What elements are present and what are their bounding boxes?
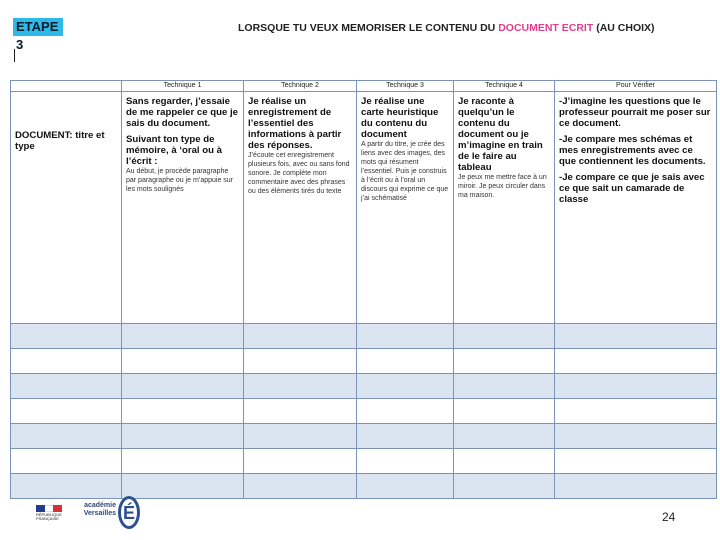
table-cell[interactable] (244, 399, 357, 424)
table-cell[interactable] (122, 424, 244, 449)
table-cell[interactable] (357, 374, 454, 399)
academy-line-1: académie (84, 502, 116, 509)
flag-icon (36, 505, 62, 512)
step-badge: ETAPE 3 (13, 18, 63, 36)
republique-francaise-logo (36, 505, 62, 524)
technique-4-small: Je peux me mettre face à un miroir. Je peux circuler dans ma maison. (458, 174, 547, 199)
page-number: 24 (662, 510, 676, 524)
header-verifier: Pour Vérifier (555, 81, 717, 92)
header-cell-empty (11, 81, 122, 92)
table-cell[interactable] (244, 374, 357, 399)
academy-line-2: Versailles (83, 510, 116, 517)
table-cell[interactable] (357, 474, 454, 499)
table-cell[interactable] (11, 399, 122, 424)
table-row (11, 424, 717, 449)
rf-text: RÉPUBLIQUE FRANÇAISE (36, 512, 62, 521)
academy-text (72, 502, 116, 518)
table-cell[interactable] (357, 449, 454, 474)
table-cell[interactable] (357, 349, 454, 374)
table-cell[interactable] (555, 474, 717, 499)
technique-2-bold: Je réalise un enregistrement de l’essentiel des informations à partir des réponses. (248, 96, 342, 151)
table-cell[interactable] (244, 474, 357, 499)
page-title (238, 22, 655, 34)
table-cell[interactable] (454, 424, 555, 449)
academy-e-icon: É (123, 503, 136, 523)
table-cell[interactable] (122, 324, 244, 349)
table-cell[interactable] (122, 349, 244, 374)
table-cell[interactable] (454, 399, 555, 424)
table-row (11, 449, 717, 474)
table-cell[interactable] (454, 449, 555, 474)
verifier-item-2: -Je compare mes schémas et mes enregistrements avec ce que contiennent les documents. (559, 134, 706, 167)
technique-4-cell[interactable] (454, 92, 555, 324)
table-cell[interactable] (454, 324, 555, 349)
table-cell[interactable] (11, 349, 122, 374)
techniques-table (10, 80, 717, 499)
technique-1-bold-2: Suivant ton type de mémoire, à ‘oral ou à l’écrit : (126, 134, 222, 167)
table-cell[interactable] (555, 374, 717, 399)
table-cell[interactable] (244, 449, 357, 474)
table-cell[interactable] (122, 374, 244, 399)
table-header-row (11, 81, 717, 92)
technique-3-small: A partir du titre, je crée des liens avec des images, des mots qui résument l’essentiel. Puis je construis à l’écrit ou à l’oral un discours qui exprime ce que j’ai schématisé (361, 141, 449, 202)
table-cell[interactable] (555, 324, 717, 349)
table-cell[interactable] (122, 474, 244, 499)
table-row (11, 324, 717, 349)
table-cell[interactable] (244, 324, 357, 349)
document-label: DOCUMENT: titre et type (15, 130, 105, 152)
technique-3-bold: Je réalise une carte heuristique du contenu du document (361, 96, 439, 140)
technique-1-cell[interactable] (122, 92, 244, 324)
table-cell[interactable] (357, 324, 454, 349)
technique-4-bold: Je raconte à quelqu’un le contenu du document ou je m’imagine en train de le faire au tableau (458, 96, 543, 173)
table-row (11, 374, 717, 399)
table-cell[interactable] (454, 349, 555, 374)
technique-3-cell[interactable] (357, 92, 454, 324)
academy-logo (72, 496, 142, 532)
table-cell[interactable] (454, 374, 555, 399)
table-cell[interactable] (555, 349, 717, 374)
table-cell[interactable] (357, 399, 454, 424)
technique-2-cell[interactable] (244, 92, 357, 324)
table-cell[interactable] (11, 424, 122, 449)
table-row (11, 399, 717, 424)
header-technique-3: Technique 3 (357, 81, 454, 92)
table-cell[interactable] (122, 399, 244, 424)
verifier-cell[interactable] (555, 92, 717, 324)
table-cell[interactable] (244, 424, 357, 449)
document-cell[interactable] (11, 92, 122, 324)
title-prefix: LORSQUE TU VEUX MEMORISER LE CONTENU DU (238, 22, 499, 34)
table-cell[interactable] (11, 374, 122, 399)
text-cursor (14, 49, 15, 62)
table-cell[interactable] (555, 424, 717, 449)
table-cell[interactable] (122, 449, 244, 474)
table-cell[interactable] (244, 349, 357, 374)
table-cell[interactable] (454, 474, 555, 499)
table-cell[interactable] (11, 449, 122, 474)
table-cell[interactable] (555, 449, 717, 474)
title-highlight: DOCUMENT ECRIT (498, 22, 594, 34)
header-technique-2: Technique 2 (244, 81, 357, 92)
table-cell[interactable] (555, 399, 717, 424)
technique-1-small: Au début, je procède paragraphe par paragraphe ou je m’appuie sur les mots soulignés (126, 168, 234, 193)
header-technique-4: Technique 4 (454, 81, 555, 92)
technique-2-small: J’écoute cet enregistrement plusieurs fois, avec ou sans fond sonore. Je complète mon commentaire avec des phrases ou des éléments tirés du texte (248, 152, 350, 195)
table-row (11, 474, 717, 499)
verifier-item-1: -J’imagine les questions que le professeur pourrait me poser sur ce document. (559, 96, 711, 129)
technique-1-bold-1: Sans regarder, j’essaie de me rappeler ce que je sais du document. (126, 96, 238, 129)
header-technique-1: Technique 1 (122, 81, 244, 92)
verifier-item-3: -Je compare ce que je sais avec ce que sait un camarade de classe (559, 172, 705, 205)
content-row (11, 92, 717, 324)
title-suffix: (AU CHOIX) (593, 22, 655, 34)
table-cell[interactable] (11, 324, 122, 349)
table-cell[interactable] (357, 424, 454, 449)
table-cell[interactable] (11, 474, 122, 499)
table-row (11, 349, 717, 374)
